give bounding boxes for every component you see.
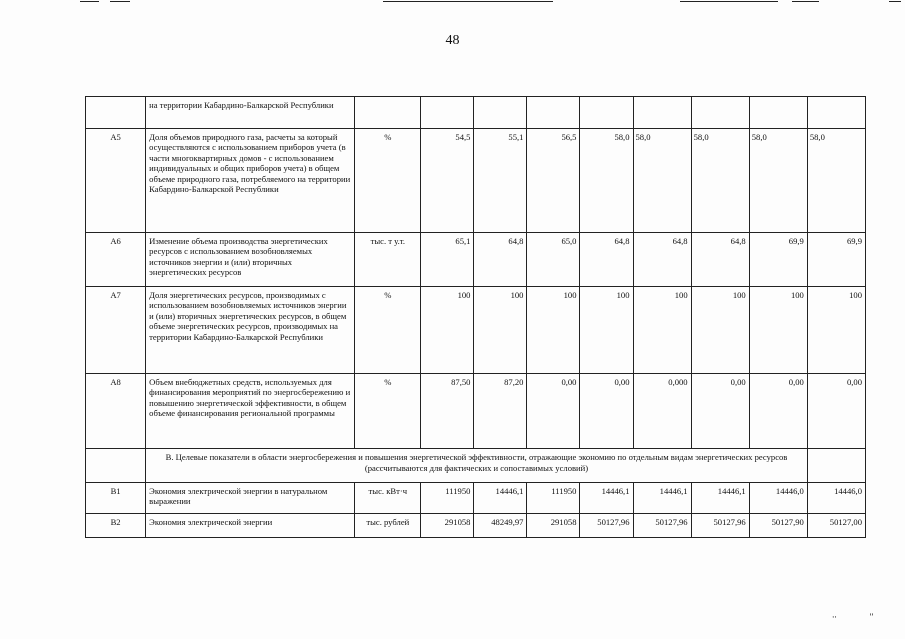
indicator-code: А6 (86, 233, 146, 287)
section-header-row (86, 449, 866, 483)
indicator-name: Изменение объема производства энергетических ресурсов с использованием возобновляемых источников энергии и (или) вторичных энергетических ресурсов (146, 233, 355, 287)
value-cell: 64,8 (633, 233, 691, 287)
value-cell: 100 (691, 287, 749, 374)
top-rule (680, 1, 778, 2)
indicator-name: Объем внебюджетных средств, используемых для финансирования мероприятий по энергосбережению и повышению энергетической эффективности, в общем объеме финансирования региональной программы (146, 374, 355, 449)
top-rule (383, 1, 553, 2)
value-cell: 0,00 (749, 374, 807, 449)
indicator-unit: тыс. кВт·ч (355, 483, 421, 514)
value-cell: 58,0 (807, 129, 865, 233)
top-rule (889, 1, 901, 2)
value-cell: 65,1 (421, 233, 474, 287)
value-cell: 50127,96 (633, 514, 691, 538)
indicator-unit: % (355, 287, 421, 374)
value-cell: 50127,96 (580, 514, 633, 538)
indicator-unit: % (355, 129, 421, 233)
value-cell: 100 (749, 287, 807, 374)
table-row (86, 514, 866, 538)
value-cell: 0,00 (580, 374, 633, 449)
value-cell: 14446,0 (749, 483, 807, 514)
indicator-name: на территории Кабардино-Балкарской Республики (146, 97, 355, 129)
code-cell (86, 449, 146, 483)
value-cell: 111950 (421, 483, 474, 514)
code-cell (86, 97, 146, 129)
indicator-code: А8 (86, 374, 146, 449)
indicator-name: Экономия электрической энергии (146, 514, 355, 538)
value-cell: 69,9 (807, 233, 865, 287)
value-cell: 0,00 (527, 374, 580, 449)
indicator-unit: % (355, 374, 421, 449)
value-cell: 54,5 (421, 129, 474, 233)
scan-mark-left: ·· (832, 612, 837, 622)
table-row (86, 374, 866, 449)
value-cell: 64,8 (580, 233, 633, 287)
value-cell: 100 (527, 287, 580, 374)
page-number: 48 (445, 33, 460, 48)
value-cell: 14446,0 (807, 483, 865, 514)
value-cell: 100 (580, 287, 633, 374)
table-row (86, 287, 866, 374)
value-cell: 69,9 (749, 233, 807, 287)
unit-cell (355, 97, 421, 129)
value-cell: 50127,00 (807, 514, 865, 538)
table-row (86, 97, 866, 129)
value-cell: 58,0 (749, 129, 807, 233)
value-cell: 14446,1 (633, 483, 691, 514)
value-cell: 0,000 (633, 374, 691, 449)
value-cell: 14446,1 (474, 483, 527, 514)
top-rule (110, 1, 130, 2)
value-cell: 100 (421, 287, 474, 374)
value-cell: 64,8 (691, 233, 749, 287)
indicator-unit: тыс. рублей (355, 514, 421, 538)
value-cell: 58,0 (691, 129, 749, 233)
indicator-code: В2 (86, 514, 146, 538)
value-cell: 87,20 (474, 374, 527, 449)
indicator-unit: тыс. т у.т. (355, 233, 421, 287)
value-cell: 58,0 (580, 129, 633, 233)
value-cell: 56,5 (527, 129, 580, 233)
value-cell: 0,00 (807, 374, 865, 449)
value-cell: 48249,97 (474, 514, 527, 538)
top-rule (792, 1, 819, 2)
indicator-name: Доля энергетических ресурсов, производимых с использованием возобновляемых источников энергии и (или) вторичных энергетических ресурсов, в общем объеме энергетических ресурсов, производимых на территории Кабардино-Балкарской Республики (146, 287, 355, 374)
value-cell: 0,00 (691, 374, 749, 449)
value-cell: 100 (633, 287, 691, 374)
value-cell: 87,50 (421, 374, 474, 449)
value-cell: 100 (807, 287, 865, 374)
table-row (86, 129, 866, 233)
value-cell: 58,0 (633, 129, 691, 233)
table-row (86, 483, 866, 514)
value-cell: 64,8 (474, 233, 527, 287)
value-cell: 291058 (421, 514, 474, 538)
value-cell: 65,0 (527, 233, 580, 287)
value-cell: 50127,90 (749, 514, 807, 538)
indicator-name: Экономия электрической энергии в натуральном выражении (146, 483, 355, 514)
indicator-code: В1 (86, 483, 146, 514)
indicator-code: А5 (86, 129, 146, 233)
value-cell: 111950 (527, 483, 580, 514)
table-row (86, 233, 866, 287)
indicator-name: Доля объемов природного газа, расчеты за который осуществляются с использованием приборов учета (в части многоквартирных домов - с использованием индивидуальных и общих приборов учета) в общем объеме природного газа, потребляемого на территории Кабардино-Балкарской Республики (146, 129, 355, 233)
scan-mark-right: '' (869, 612, 873, 622)
top-rule (80, 1, 99, 2)
indicators-table (85, 96, 866, 538)
value-cell: 14446,1 (691, 483, 749, 514)
value-cell: 14446,1 (580, 483, 633, 514)
value-cell: 55,1 (474, 129, 527, 233)
value-cell: 291058 (527, 514, 580, 538)
indicator-code: А7 (86, 287, 146, 374)
value-cell: 50127,96 (691, 514, 749, 538)
value-cell: 100 (474, 287, 527, 374)
section-b-title: В. Целевые показатели в области энергосбережения и повышения энергетической эффективности, отражающие экономию по отдельным видам энергетических ресурсов (рассчитываются для фактических и сопоставимых условий) (146, 449, 808, 483)
